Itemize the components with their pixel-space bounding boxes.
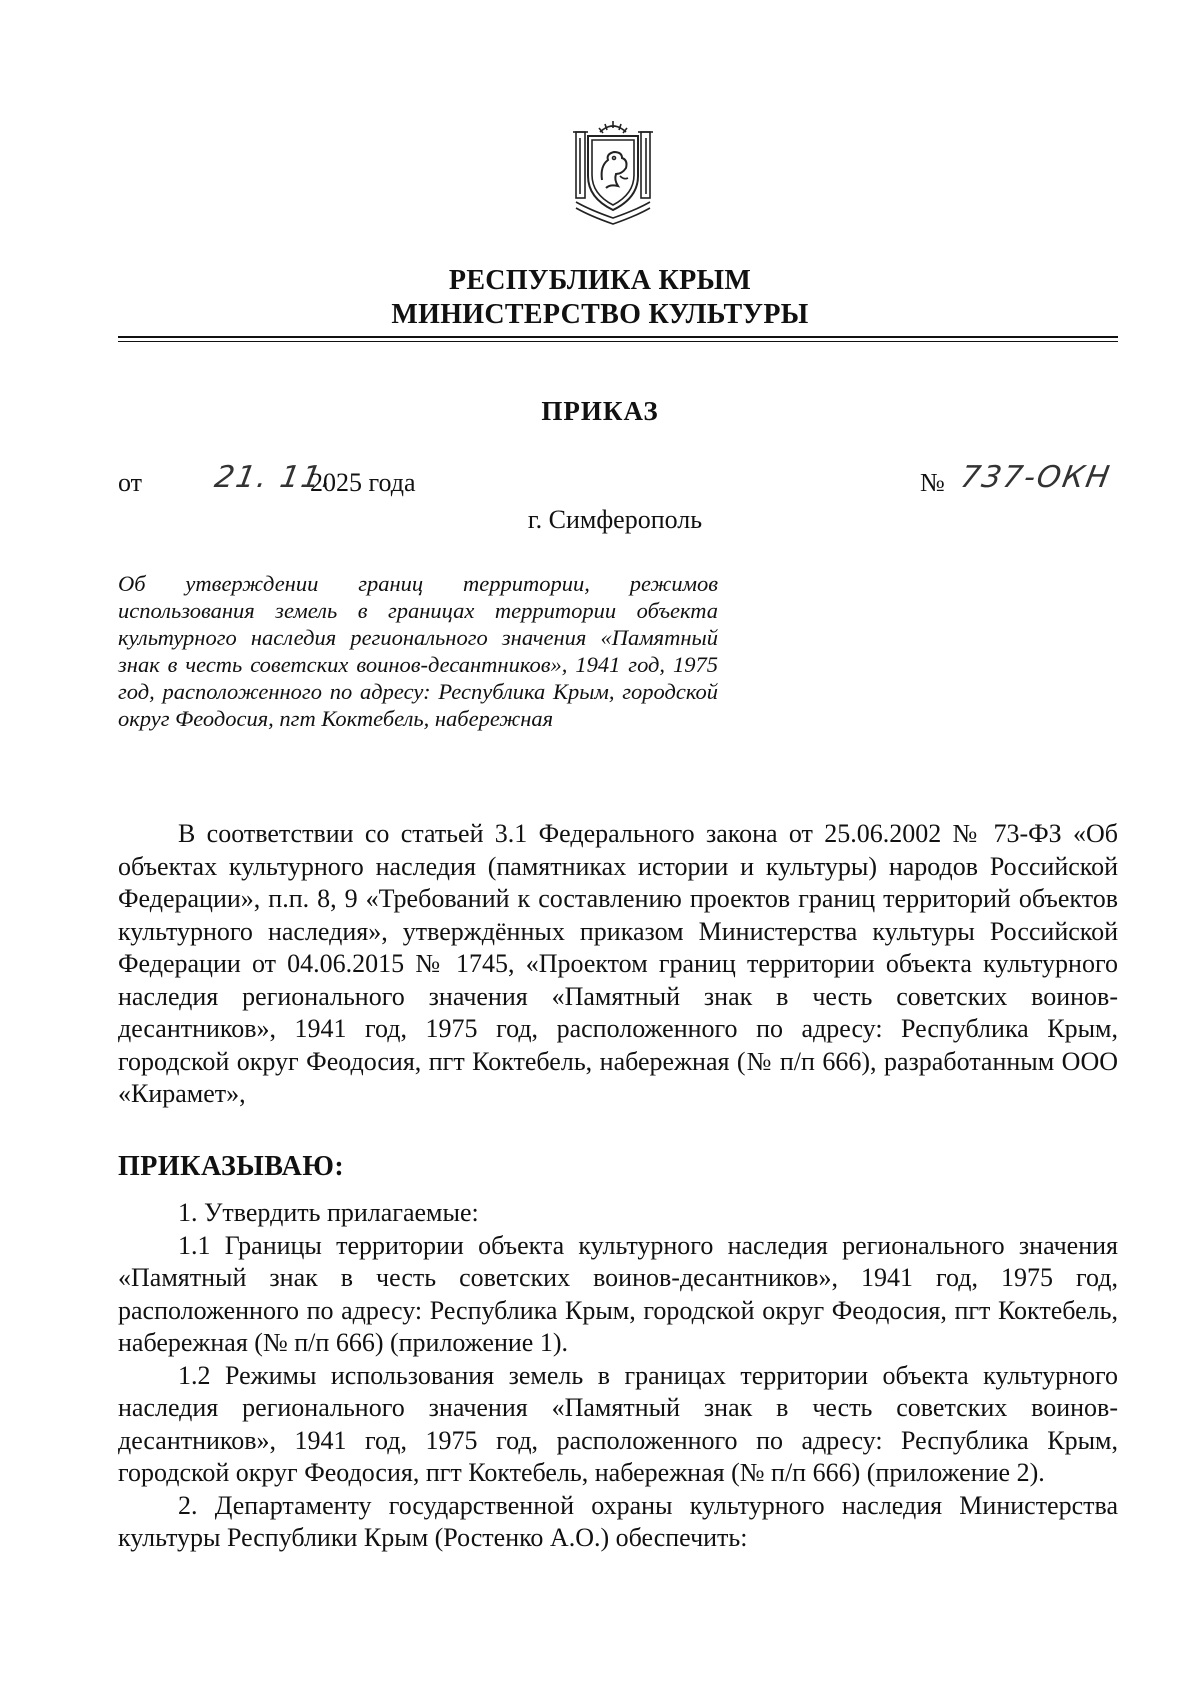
coat-of-arms-emblem <box>570 118 656 226</box>
header-rule-thin <box>118 341 1118 342</box>
document-type: ПРИКАЗ <box>541 396 659 426</box>
order-subject: Об утверждении границ территории, режимов использования земель в границах территории объекта культурного наследия регионального значения «Памятный знак в честь советских воинов-десантников», 1941 год, 1975 год, расположенного по адресу: Республика Крым, городской округ Феодосия, пгт Коктебель, набережная <box>118 571 718 731</box>
preamble: В соответствии со статьей 3.1 Федерального закона от 25.06.2002 № 73-ФЗ «Об объектах культурного наследия (памятниках истории и культуры) народов Российской Федерации», п.п. 8, 9 «Требований к составлению проектов границ территорий объектов культурного наследия», утверждённых приказом Министерства культуры Российской Федерации от 04.06.2015 № 1745, «Проектом границ территории объекта культурного наследия регионального значения «Памятный знак в честь советских воинов-десантников», 1941 год, 1975 год, расположенного по адресу: Республика Крым, городской округ Феодосия, пгт Коктебель, набережная (№ п/п 666), разработанным ООО «Кирамет», <box>118 819 1118 1108</box>
republic-name: РЕСПУБЛИКА КРЫМ <box>448 265 752 296</box>
handwritten-date: 21. 11. <box>211 460 338 495</box>
header-rule <box>118 336 1118 338</box>
date-year: 2025 года <box>310 468 416 497</box>
list-item: 2. Департаменту государственной охраны культурного наследия Министерства культуры Республики Крым (Ростенко А.О.) обеспечить: <box>118 1490 1118 1552</box>
document-body <box>118 818 1118 1555</box>
list-item: 1. Утвердить прилагаемые: <box>178 1198 479 1227</box>
ministry-name: МИНИСТЕРСТВО КУЛЬТУРЫ <box>391 299 809 330</box>
list-item: 1.2 Режимы использования земель в границах территории объекта культурного наследия регионального значения «Памятный знак в честь советских воинов-десантников», 1941 год, 1975 год, расположенного по адресу: Республика Крым, городской округ Феодосия, пгт Коктебель, набережная (№ п/п 666) (приложение 2). <box>118 1360 1118 1487</box>
order-number <box>920 460 1114 498</box>
date-prefix: от <box>118 468 143 497</box>
order-word: ПРИКАЗЫВАЮ: <box>118 1150 345 1182</box>
list-item: 1.1 Границы территории объекта культурного наследия регионального значения «Памятный знак в честь советских воинов-десантников», 1941 год, 1975 год, расположенного по адресу: Республика Крым, городской округ Феодосия, пгт Коктебель, набережная (№ п/п 666) (приложение 1). <box>118 1230 1118 1357</box>
handwritten-number: 737-ОКН <box>958 460 1114 495</box>
number-prefix: № <box>920 468 945 497</box>
city: г. Симферополь <box>527 505 703 534</box>
